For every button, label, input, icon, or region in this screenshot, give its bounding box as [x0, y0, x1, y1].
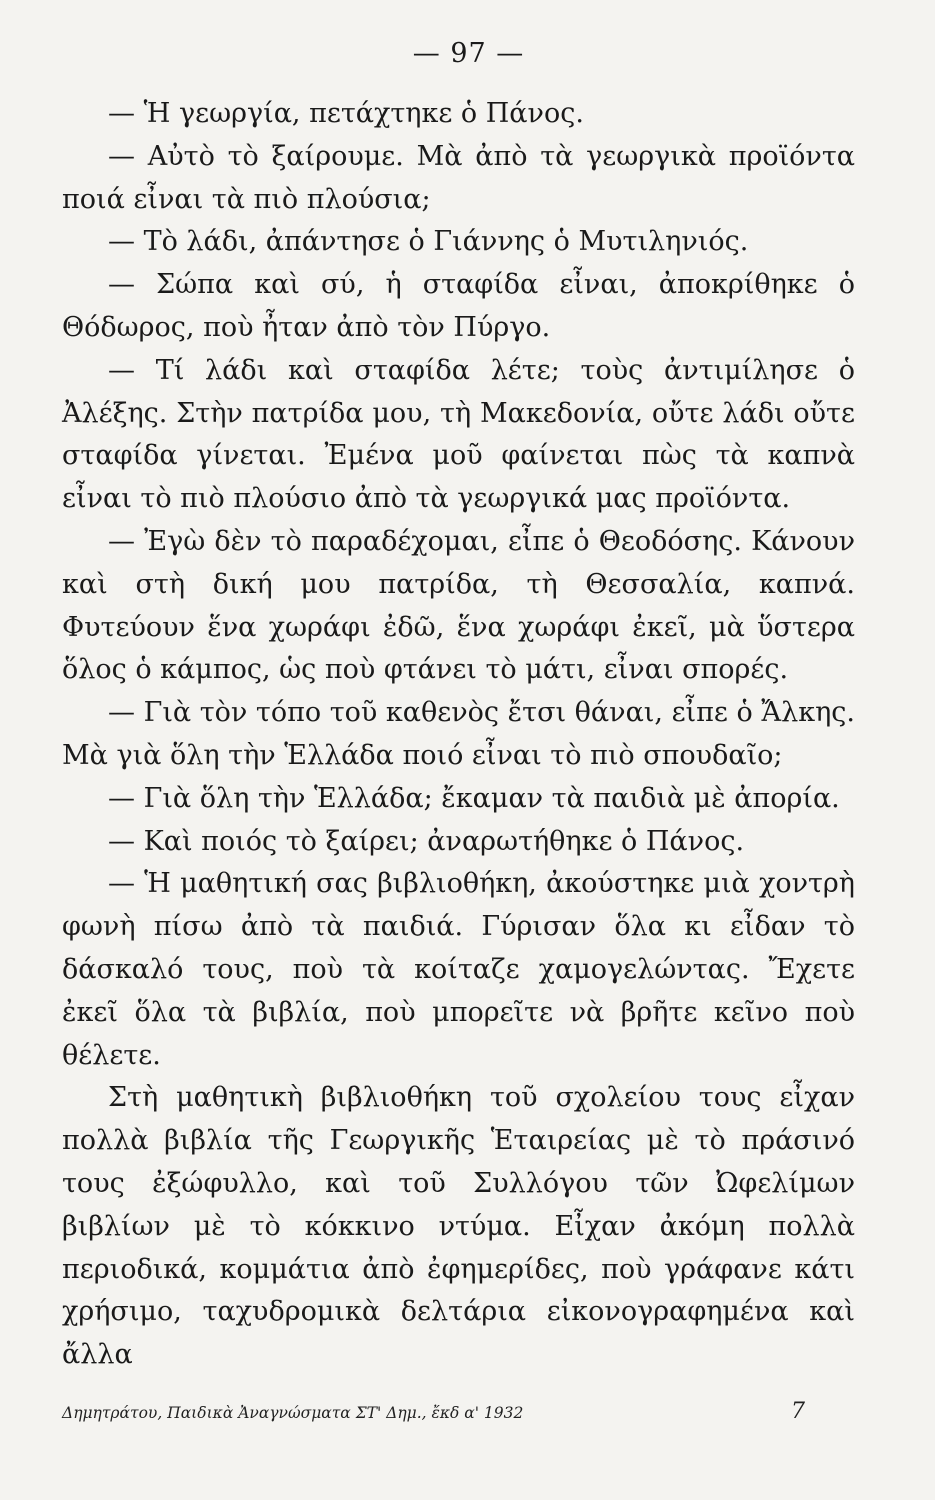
footer-citation: Δημητράτου, Παιδικὰ Ἀναγνώσματα ΣΤ' Δημ., ἔκδ α' 1932 [62, 1403, 524, 1422]
paragraph: — Ἐγὼ δὲν τὸ παραδέχομαι, εἶπε ὁ Θεοδόσης. Κάνουν καὶ στὴ δική μου πατρίδα, τὴ Θεσσαλία, καπνά. Φυτεύουν ἕνα χωράφι ἐδῶ, ἕνα χωράφι ἐκεῖ, μὰ ὕστερα ὅλος ὁ κάμπος, ὡς ποὺ φτάνει τὸ μάτι, εἶναι σπορές. [62, 525, 855, 686]
paragraph: — Τί λάδι καὶ σταφίδα λέτε; τοὺς ἀντιμίλησε ὁ Ἀλέξης. Στὴν πατρίδα μου, τὴ Μακεδονία, οὔτε λάδι οὔτε σταφίδα γίνεται. Ἐμένα μοῦ φαίνεται πὼς τὰ καπνὰ εἶναι τὸ πιὸ πλούσιο ἀπὸ τὰ γεωργικά μας προϊόντα. [62, 354, 855, 515]
paragraph: Στὴ μαθητικὴ βιβλιοθήκη τοῦ σχολείου τους εἶχαν πολλὰ βιβλία τῆς Γεωργικῆς Ἑταιρείας μὲ τὸ πράσινό τους ἐξώφυλλο, καὶ τοῦ Συλλόγου τῶν Ὠφελίμων βιβλίων μὲ τὸ κόκκινο ντύμα. Εἶχαν ἀκόμη πολλὰ περιοδικά, κομμάτια ἀπὸ ἐφημερίδες, ποὺ γράφανε κάτι χρήσιμο, ταχυδρομικὰ δελτάρια εἰκονογραφημένα καὶ ἄλλα [62, 1082, 855, 1371]
paragraph: — Γιὰ ὅλη τὴν Ἑλλάδα; ἔκαμαν τὰ παιδιὰ μὲ ἀπορία. [108, 782, 840, 814]
paragraph: — Αὐτὸ τὸ ξαίρουμε. Μὰ ἀπὸ τὰ γεωργικὰ προϊόντα ποιά εἶναι τὰ πιὸ πλούσια; [62, 140, 855, 215]
paragraph: — Σώπα καὶ σύ, ἡ σταφίδα εἶναι, ἀποκρίθηκε ὁ Θόδωρος, ποὺ ἦταν ἀπὸ τὸν Πύργο. [62, 269, 855, 343]
paragraph: — Γιὰ τὸν τόπο τοῦ καθενὸς ἔτσι θάναι, εἶπε ὁ Ἄλκης. Μὰ γιὰ ὅλη τὴν Ἑλλάδα ποιό εἶναι τὸ πιὸ σπουδαῖο; [62, 697, 855, 771]
body-text [62, 93, 855, 1377]
page-footer [62, 1399, 855, 1424]
page-number: — 97 — [412, 38, 525, 69]
paragraph: — Τὸ λάδι, ἀπάντησε ὁ Γιάννης ὁ Μυτιληνιός. [108, 226, 749, 258]
signature-mark: 7 [791, 1398, 805, 1424]
paragraph: — Ἡ μαθητική σας βιβλιοθήκη, ἀκούστηκε μιὰ χοντρὴ φωνὴ πίσω ἀπὸ τὰ παιδιά. Γύρισαν ὅλα κι εἶδαν τὸ δάσκαλό τους, ποὺ τὰ κοίταζε χαμογελώντας. Ἔχετε ἐκεῖ ὅλα τὰ βιβλία, ποὺ μπορεῖτε νὰ βρῆτε κεῖνο ποὺ θέλετε. [62, 868, 855, 1071]
paragraph: — Καὶ ποιός τὸ ξαίρει; ἀναρωτήθηκε ὁ Πάνος. [108, 825, 745, 857]
paragraph: — Ἡ γεωργία, πετάχτηκε ὁ Πάνος. [108, 98, 584, 129]
